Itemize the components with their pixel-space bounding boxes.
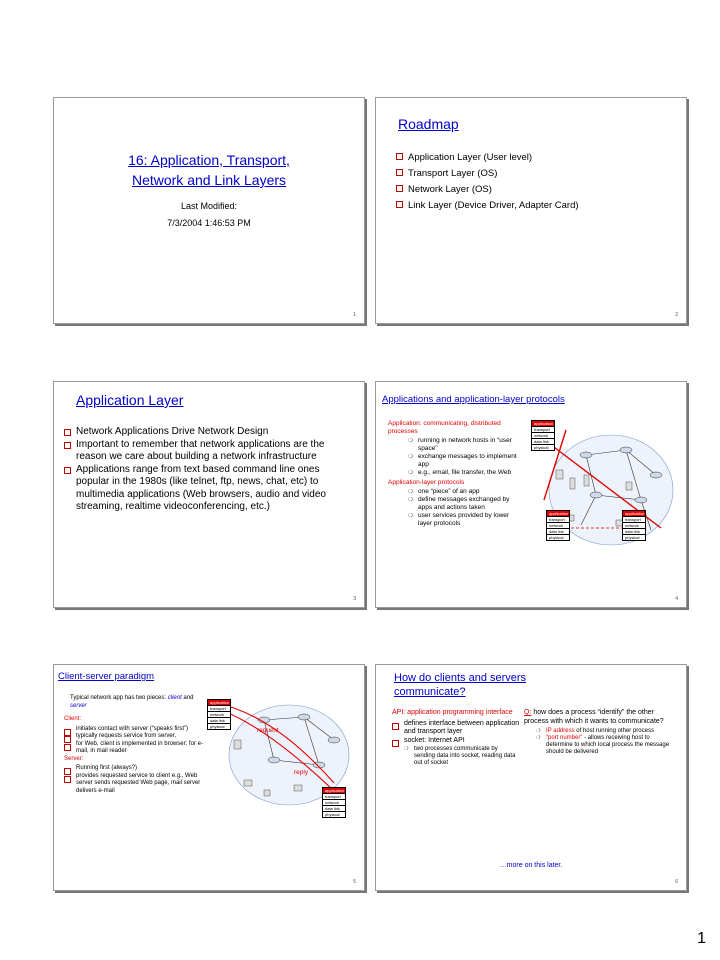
client-stack: application transport network data link physical [207, 699, 231, 730]
server-list [64, 765, 204, 795]
api-column [392, 709, 520, 767]
socket-sublist [404, 746, 520, 767]
bullet-item: Network Applications Drive Network Design [64, 426, 329, 439]
server-stack: application transport network data link physical [322, 787, 346, 818]
sub-item: ❍ running in network hosts in “user space” [408, 437, 523, 453]
client-item: for Web, client is implemented in browser; for e-mail, in mail reader [64, 741, 204, 756]
sub-item: ❍ exchange messages to implement app [408, 453, 523, 469]
bullet-item: Applications range from text based command line ones popular in the 1980s (like telnet, ftp, news, chat, etc) to multimedia applications (Web browsers, audio and video streaming, realtime videoconferencing, etc.) [64, 464, 329, 514]
slide-2 [375, 97, 687, 324]
server-item: provides requested service to client e.g., Web server sends requested Web page, mail server delivers e-mail [64, 773, 204, 796]
application-sublist [408, 437, 523, 477]
slide-6-title: How do clients and servers communicate? [394, 672, 527, 698]
slide-1-title: 16: Application, Transport, Network and Link Layers [128, 152, 290, 188]
api-item: socket: Internet API ❍ two processes communicate by sending data into socket, reading data out of socket [392, 737, 520, 768]
client-item: typically requests service from server, [64, 733, 204, 741]
slide-1 [53, 97, 365, 324]
roadmap-list [396, 150, 579, 214]
app-layer-list [64, 426, 329, 514]
protocol-stack-left: application transport network data link physical [546, 510, 570, 541]
reply-label: reply [294, 769, 309, 776]
slide-number: 6 [675, 879, 678, 885]
slide-2-title: Roadmap [398, 116, 459, 132]
modified-date: 7/3/2004 1:46:53 PM [167, 218, 251, 228]
page-number: 1 [697, 930, 706, 947]
socket-item: ❍ two processes communicate by sending data into socket, reading data out of socket [404, 746, 520, 767]
slide-number: 1 [353, 312, 356, 318]
request-label: request [257, 727, 279, 734]
api-list [392, 720, 520, 768]
slide-number: 2 [675, 312, 678, 318]
client-list [64, 726, 204, 756]
api-item: defines interface between application and transport layer [392, 720, 520, 737]
slide-3-title: Application Layer [76, 392, 184, 408]
bullet-item: Important to remember that network applications are the reason we care about building a network infrastructure [64, 439, 329, 464]
api-heading: API: application programming interface [392, 709, 513, 716]
modified-label: Last Modified: [180, 201, 238, 211]
sub-item: ❍ one “piece” of an app [408, 488, 523, 496]
roadmap-item: Network Layer (OS) [396, 182, 579, 198]
slide-5-title: Client-server paradigm [58, 671, 155, 682]
application-heading: Application: communicating, distributed processes [388, 420, 501, 435]
identify-item: ❍ IP address of host running other process [536, 728, 674, 735]
more-later: …more on this later. [499, 862, 563, 869]
client-label: Client: [64, 716, 82, 722]
protocols-sublist [408, 488, 523, 528]
client-item: initiates contact with server (“speaks first”) [64, 726, 204, 734]
slide-4-title: Applications and application-layer protocols [382, 394, 565, 405]
server-label: Server: [64, 755, 84, 762]
slide-6 [375, 664, 687, 891]
slide-4 [375, 381, 687, 608]
sub-item: ❍ define messages exchanged by apps and actions taken [408, 496, 523, 512]
slide-number: 5 [353, 879, 356, 885]
roadmap-item: Transport Layer (OS) [396, 166, 579, 182]
slide-number: 3 [353, 596, 356, 602]
intro-text: Typical network app has two pieces: client and server Client: initiates contact with server (“speaks first”) typically requests service from server, for Web, client is implemented in browser; for e-mail, in mail reader Server: Running first (always?) provides requested service to client e.g., Web server sends requested Web page, mail server delivers e-mail [64, 695, 203, 794]
protocol-stack-top: application transport network data link physical [531, 420, 555, 451]
protocols-heading: Application-layer protocols [388, 479, 465, 486]
question-column [524, 709, 674, 756]
text-column [388, 420, 523, 528]
slide-3 [53, 381, 365, 608]
roadmap-item: Application Layer (User level) [396, 150, 579, 166]
identify-item: ❍ “port number” - allows receiving host to determine to which local process the message should be delivered [536, 735, 674, 756]
server-item: Running first (always?) [64, 765, 204, 773]
slide-5 [53, 664, 365, 891]
slide-number: 4 [675, 596, 678, 602]
roadmap-item: Link Layer (Device Driver, Adapter Card) [396, 198, 579, 214]
protocol-stack-right: application transport network data link physical [622, 510, 646, 541]
sub-item: ❍ e.g., email, file transfer, the Web [408, 469, 523, 477]
sub-item: ❍ user services provided by lower layer protocols [408, 512, 523, 528]
identify-sublist [536, 728, 674, 756]
question-text: Q: how does a process “identify” the other process with which it wants to communicate? [524, 709, 664, 725]
